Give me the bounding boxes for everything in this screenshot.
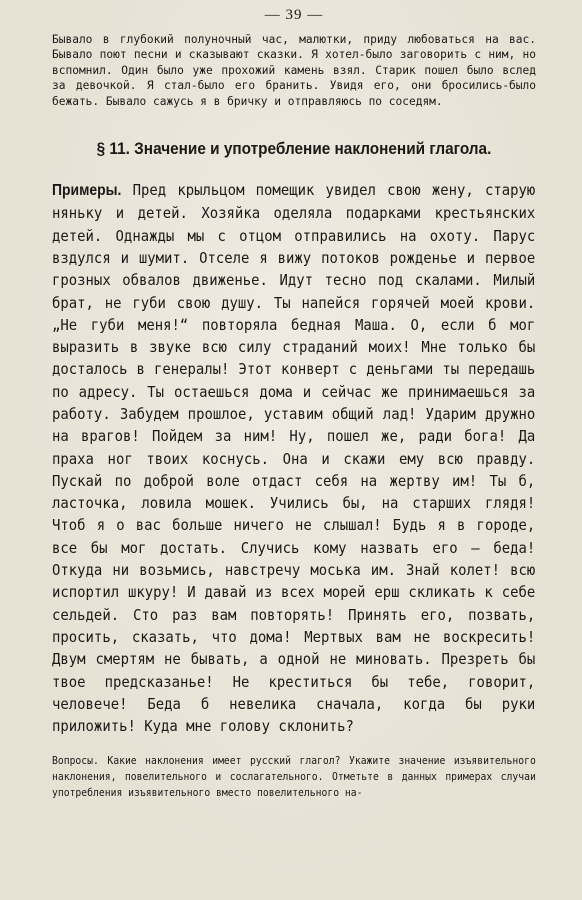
questions-label: Вопросы. <box>52 755 99 768</box>
questions-text: Какие наклонения имеет русский глагол? Укажите значение изъявительного наклонения, повелительного и сослагательного. Отметьте в данных примерах случаи употребления изъявительного вместо повелительного на- <box>52 755 536 800</box>
section-heading: § 11. Значение и употребление наклонений глагола. <box>96 140 492 159</box>
top-paragraph: Бывало в глубокий полуночный час, малютки, приду любоваться на вас. Бывало поют песни и сказывают сказки. Я хотел-было заговорить с ним, но вспомнил. Один было уже прохожий камень взял. Старик пошел было вслед за девочкой. Я стал-было его бранить. Увидя его, они бросились-было бежать. Бывало сажусь я в бричку и отправляюсь по соседям. <box>52 33 536 108</box>
questions-paragraph <box>52 753 536 801</box>
examples-label: Примеры. <box>52 182 122 200</box>
examples-text: Пред крыльцом помещик увидел свою жену, старую няньку и детей. Хозяйка оделяла подарками крестьянских детей. Однажды мы с отцом отправились на охоту. Парус вздулся и шумит. Отселе я вижу потоков рожденье и первое грозных обвалов движенье. Идут тесно под скалами. Милый брат, не губи свою душу. Ты напейся горячей моей крови. „Не губи меня!“ повторяла бедная Маша. О, если б мог выразить в звуке всю силу страданий моих! Мне только бы досталось в генералы! Этот конверт с деньгами ты передашь по адресу. Ты остаешься дома и сейчас же принимаешься за работу. Забудем прошлое, уставим общий лад! Ударим дружно на врагов! Пойдем за ним! Ну, пошел же, ради бога! Да праха ног твоих коснусь. Она и скажи ему всю правду. Пускай по доброй воле отдаст себя на жертву им! Ты б, ласточка, ловила мошек. Учились бы, на старших глядя! Чтоб я о вас больше ничего не слышал! Будь я в городе, все бы мог достать. Случись кому назвать его — беда! Откуда ни возьмись, навстречу моська им. Знай колет! всю испортил шкуру! И давай из всех морей ерш скликать к себе сельдей. Сто раз вам повторять! Принять его, позвать, просить, сказать, что дома! Мертвых вам не воскресить! Двум смертям не бывать, а одной не миновать. Презреть бы твое предсказанье! Не креститься бы тебе, говорит, человече! Беда б невелика сначала, когда бы руки приложить! Куда мне голову склонить? <box>52 181 536 736</box>
examples-paragraph <box>52 179 535 737</box>
page-number: — 39 — <box>264 7 324 23</box>
